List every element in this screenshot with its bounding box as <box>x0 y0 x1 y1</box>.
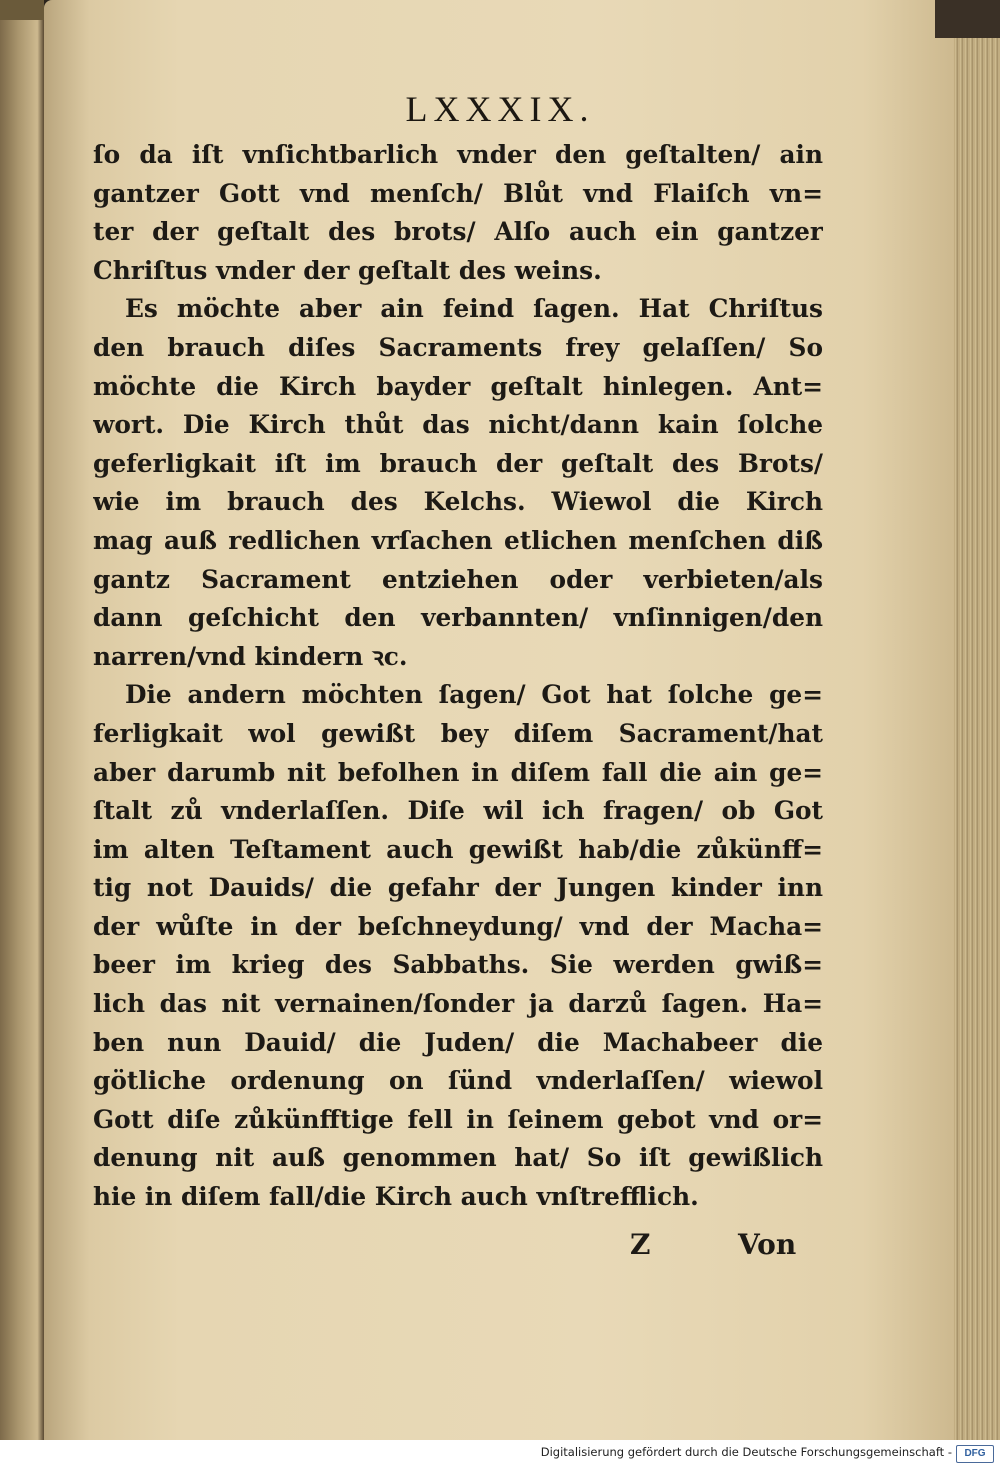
text-line: gantz Sacrament entziehen oder verbieten/als <box>93 564 823 594</box>
text-line: lich das nit vernainen/ſonder ja darzů ſagen. Ha= <box>93 989 823 1019</box>
text-line: ſo da iſt vnſichtbarlich vnder den geſtalten/ ain <box>93 140 823 169</box>
text-line: Es möchte aber ain feind ſagen. Hat Chriſtus <box>125 294 823 324</box>
left-page-corner <box>0 0 44 20</box>
page-stack-edge <box>954 20 1000 1440</box>
text-line: wie im brauch des Kelchs. Wiewol die Kirch <box>93 487 823 517</box>
text-line: beer im krieg des Sabbaths. Sie werden gwiß= <box>93 950 823 980</box>
page-corner-shadow <box>935 0 1000 38</box>
text-line: Chriſtus vnder der geſtalt des weins. <box>93 255 602 285</box>
text-line: den brauch diſes Sacraments frey gelaſſen/ So <box>93 332 823 362</box>
page-text-block <box>93 136 823 1217</box>
funding-credit: Digitalisierung gefördert durch die Deutsche Forschungsgemeinschaft - <box>540 1445 952 1459</box>
text-line: wort. Die Kirch thůt das nicht/dann kain ſolche <box>93 410 823 440</box>
text-line: gantzer Gott vnd menſch/ Blůt vnd Flaiſch vn= <box>93 178 823 208</box>
text-line: denung nit auß genommen hat/ So iſt gewißlich <box>93 1143 823 1173</box>
text-line: möchte die Kirch bayder geſtalt hinlegen. Ant= <box>93 371 823 401</box>
text-line: ter der geſtalt des brots/ Alſo auch ein gantzer <box>93 217 823 247</box>
left-page-edge <box>0 0 44 1440</box>
digitization-footer <box>0 1440 1000 1467</box>
text-line: der wůſte in der beſchneydung/ vnd der Macha= <box>93 911 823 941</box>
text-line: götliche ordenung on ſünd vnderlaſſen/ wiewol <box>93 1066 823 1096</box>
text-line: narren/vnd kindern ꝛc. <box>93 641 408 671</box>
text-line: ben nun Dauid/ die Juden/ die Machabeer die <box>93 1027 823 1057</box>
dfg-logo: DFG <box>956 1445 994 1463</box>
text-line: Die andern möchten ſagen/ Got hat ſolche ge= <box>125 680 823 710</box>
text-line: ferligkait wol gewißt bey diſem Sacrament/hat <box>93 718 823 748</box>
page-footer-marks <box>620 1228 820 1268</box>
text-line: geferligkait iſt im brauch der geſtalt des Brots/ <box>93 448 823 478</box>
text-line: ſtalt zů vnderlaſſen. Diſe wil ich fragen/ ob Got <box>93 796 823 826</box>
text-line: mag auß redlichen vrſachen etlichen menſchen diß <box>93 525 823 555</box>
page-folio-number: LXXXIX. <box>405 89 595 129</box>
text-line: aber darumb nit befolhen in diſem fall die ain ge= <box>93 757 823 787</box>
catchword: Von <box>738 1228 797 1261</box>
signature-mark: Z <box>630 1228 651 1261</box>
text-line: hie in diſem fall/die Kirch auch vnſtrefflich. <box>93 1182 699 1212</box>
text-line: im alten Teſtament auch gewißt hab/die zůkünff= <box>93 834 823 864</box>
text-line: tig not Dauids/ die gefahr der Jungen kinder inn <box>93 873 823 903</box>
text-line: Gott diſe zůkünfftige fell in ſeinem gebot vnd or= <box>93 1104 823 1134</box>
text-line: dann geſchicht den verbannten/ vnſinnigen/den <box>93 603 823 633</box>
